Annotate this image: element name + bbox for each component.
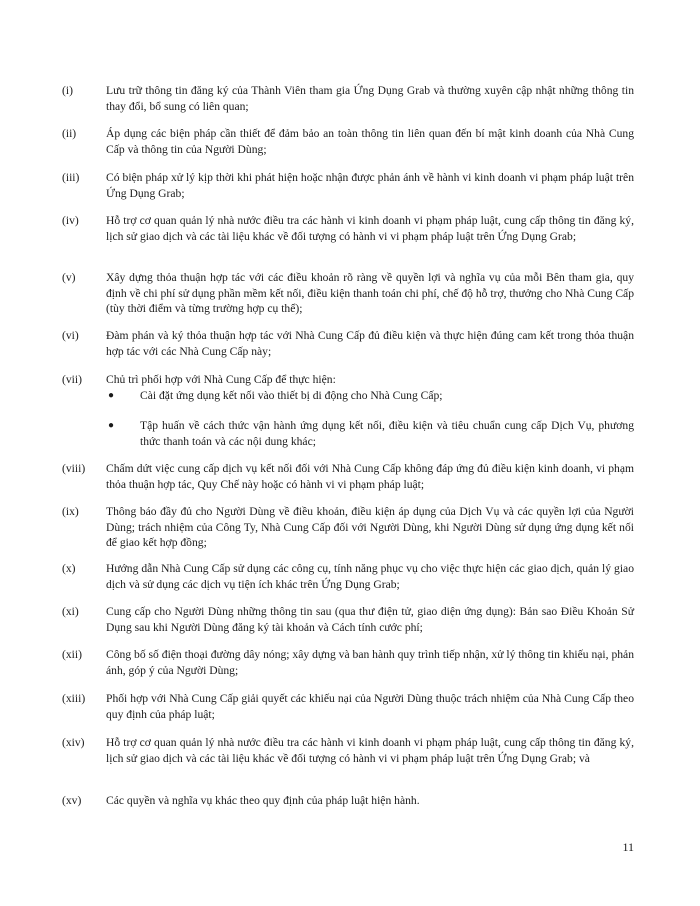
item-text: Phối hợp với Nhà Cung Cấp giải quyết các khiếu nại của Người Dùng thuộc trách nhiệm của Nhà Cung Cấp theo quy định của pháp luật;: [106, 692, 634, 721]
item-text: Hướng dẫn Nhà Cung Cấp sử dụng các công cụ, tính năng phục vụ cho việc thực hiện các giao dịch, quản lý giao dịch và sử dụng các dịch vụ tiện ích khác trên Ứng Dụng Grab;: [106, 562, 634, 591]
item-text: Các quyền và nghĩa vụ khác theo quy định của pháp luật hiện hành.: [106, 794, 420, 807]
item-text: Thông báo đầy đủ cho Người Dùng về điều khoản, điều kiện áp dụng của Dịch Vụ và các quyền lợi của Người Dùng; trách nhiệm của Công Ty, Nhà Cung Cấp đối với Người Dùng, khi Người Dùng sử dụng ứng dụng kết nối để giao kết hợp đồng;: [106, 505, 634, 550]
bullet-icon: ●: [108, 390, 115, 401]
item-text: Hỗ trợ cơ quan quản lý nhà nước điều tra các hành vi kinh doanh vi phạm pháp luật, cung cấp thông tin đăng ký, lịch sử giao dịch và các tài liệu khác về đối tượng có hành vi vi phạm pháp luật trên Ứng Dụng Grab;: [106, 214, 634, 243]
item-number: (xi): [62, 605, 79, 618]
item-number: (i): [62, 84, 73, 97]
bullet-icon: ●: [108, 420, 115, 431]
item-number: (xii): [62, 648, 82, 661]
item-number: (vi): [62, 329, 79, 342]
bullet-text: Cài đặt ứng dụng kết nối vào thiết bị di động cho Nhà Cung Cấp;: [140, 389, 443, 402]
item-number: (v): [62, 271, 76, 284]
page-number: 11: [622, 840, 634, 854]
item-text: Lưu trữ thông tin đăng ký của Thành Viên tham gia Ứng Dụng Grab và thường xuyên cập nhật những thông tin thay đổi, bổ sung có liên quan;: [106, 84, 634, 113]
item-number: (vii): [62, 373, 82, 386]
item-number: (xv): [62, 794, 82, 807]
item-text: Hỗ trợ cơ quan quản lý nhà nước điều tra các hành vi kinh doanh vi phạm pháp luật, cung cấp thông tin đăng ký, lịch sử giao dịch và các tài liệu khác về đối tượng có hành vi vi phạm pháp luật trên Ứng Dụng Grab; và: [106, 736, 634, 765]
item-number: (xiii): [62, 692, 86, 705]
bullet-text: Tập huấn về cách thức vận hành ứng dụng kết nối, điều kiện và tiêu chuẩn cung cấp Dịch Vụ, phương thức thanh toán và các nội dung khác;: [140, 419, 634, 448]
item-text: Chủ trì phối hợp với Nhà Cung Cấp để thực hiện:: [106, 373, 336, 386]
item-number: (ix): [62, 505, 79, 518]
item-number: (x): [62, 562, 76, 575]
item-text: Áp dụng các biện pháp cần thiết để đảm bảo an toàn thông tin liên quan đến bí mật kinh doanh của Nhà Cung Cấp và thông tin của Người Dùng;: [106, 127, 634, 156]
item-number: (iv): [62, 214, 79, 227]
item-text: Cung cấp cho Người Dùng những thông tin sau (qua thư điện tử, giao diện ứng dụng): Bản sao Điều Khoản Sử Dụng sau khi Người Dùng đăng ký tài khoản và Cách tính cước phí;: [106, 605, 634, 634]
item-text: Có biện pháp xử lý kịp thời khi phát hiện hoặc nhận được phản ánh về hành vi kinh doanh vi phạm pháp luật trên Ứng Dụng Grab;: [106, 171, 634, 200]
item-number: (viii): [62, 462, 86, 475]
item-text: Công bố số điện thoại đường dây nóng; xây dựng và ban hành quy trình tiếp nhận, xử lý thông tin khiếu nại, phản ánh, góp ý của Người Dùng;: [106, 648, 634, 677]
item-text: Xây dựng thỏa thuận hợp tác với các điều khoản rõ ràng về quyền lợi và nghĩa vụ của mỗi Bên tham gia, quy định về chi phí sử dụng phần mềm kết nối, điều kiện thanh toán chi phí, chế độ hỗ trợ, thưởng cho Nhà Cung Cấp (tùy thời điểm và từng trường hợp cụ thể);: [106, 271, 634, 316]
item-number: (xiv): [62, 736, 85, 749]
item-number: (iii): [62, 171, 80, 184]
item-number: (ii): [62, 127, 77, 140]
item-text: Chấm dứt việc cung cấp dịch vụ kết nối đối với Nhà Cung Cấp không đáp ứng đủ điều kiện kinh doanh, vi phạm thỏa thuận hợp tác, Quy Chế này hoặc có hành vi vi phạm pháp luật;: [106, 462, 634, 491]
item-text: Đàm phán và ký thỏa thuận hợp tác với Nhà Cung Cấp đủ điều kiện và thực hiện đúng cam kết trong thỏa thuận hợp tác với các Nhà Cung Cấp này;: [106, 329, 634, 358]
